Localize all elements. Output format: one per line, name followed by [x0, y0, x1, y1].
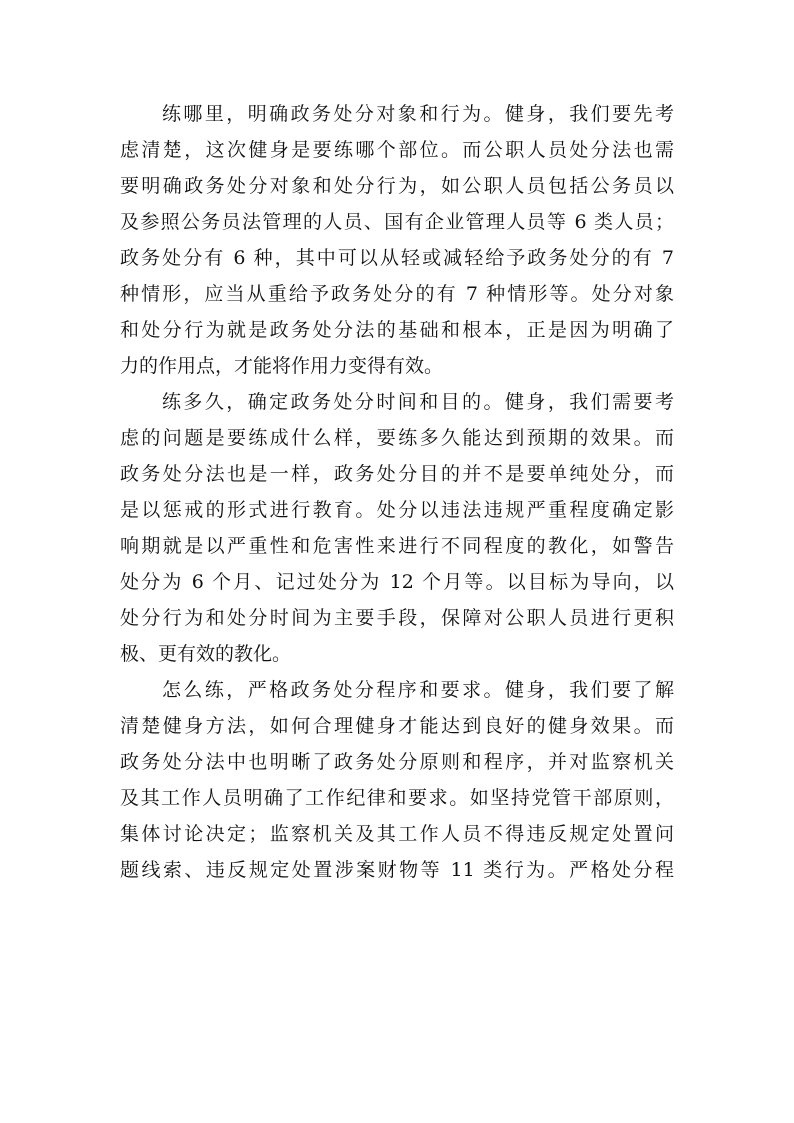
- text-line: 力的作用点，才能将作用力变得有效。: [120, 355, 444, 377]
- text-line: 怎么练，严格政务处分程序和要求。健身，我们要了解: [162, 679, 674, 701]
- text-line: 政务处分有 6 种，其中可以从轻或减轻给予政务处分的有 7: [120, 247, 674, 269]
- text-line: 要明确政务处分对象和处分行为，如公职人员包括公务员以: [120, 175, 674, 197]
- text-line: 和处分行为就是政务处分法的基础和根本，正是因为明确了: [120, 319, 674, 341]
- text-line: 处分行为和处分时间为主要手段，保障对公职人员进行更积: [120, 607, 674, 629]
- text-line: 政务处分法也是一样，政务处分目的并不是要单纯处分，而: [120, 463, 674, 485]
- text-line: 响期就是以严重性和危害性来进行不同程度的教化，如警告: [120, 535, 674, 557]
- document-body: [120, 96, 674, 888]
- text-line: 虑的问题是要练成什么样，要练多久能达到预期的效果。而: [120, 427, 674, 449]
- text-line: 及参照公务员法管理的人员、国有企业管理人员等 6 类人员；: [120, 211, 674, 233]
- paragraph-how-long-to-train: [120, 384, 674, 672]
- text-line: 处分为 6 个月、记过处分为 12 个月等。以目标为导向，以: [120, 571, 674, 593]
- text-line: 集体讨论决定；监察机关及其工作人员不得违反规定处置问: [120, 823, 674, 845]
- text-line: 清楚健身方法，如何合理健身才能达到良好的健身效果。而: [120, 715, 674, 737]
- text-line: 虑清楚，这次健身是要练哪个部位。而公职人员处分法也需: [120, 139, 674, 161]
- text-line: 题线索、违反规定处置涉案财物等 11 类行为。严格处分程: [120, 859, 674, 881]
- text-line: 及其工作人员明确了工作纪律和要求。如坚持党管干部原则，: [120, 787, 674, 809]
- text-line: 练多久，确定政务处分时间和目的。健身，我们需要考: [162, 391, 674, 413]
- text-line: 练哪里，明确政务处分对象和行为。健身，我们要先考: [162, 103, 674, 125]
- text-line: 政务处分法中也明晰了政务处分原则和程序，并对监察机关: [120, 751, 674, 773]
- paragraph-where-to-train: [120, 96, 674, 384]
- paragraph-how-to-train: [120, 672, 674, 888]
- text-line: 种情形，应当从重给予政务处分的有 7 种情形等。处分对象: [120, 283, 674, 305]
- text-line: 极、更有效的教化。: [120, 643, 292, 665]
- text-line: 是以惩戒的形式进行教育。处分以违法违规严重程度确定影: [120, 499, 674, 521]
